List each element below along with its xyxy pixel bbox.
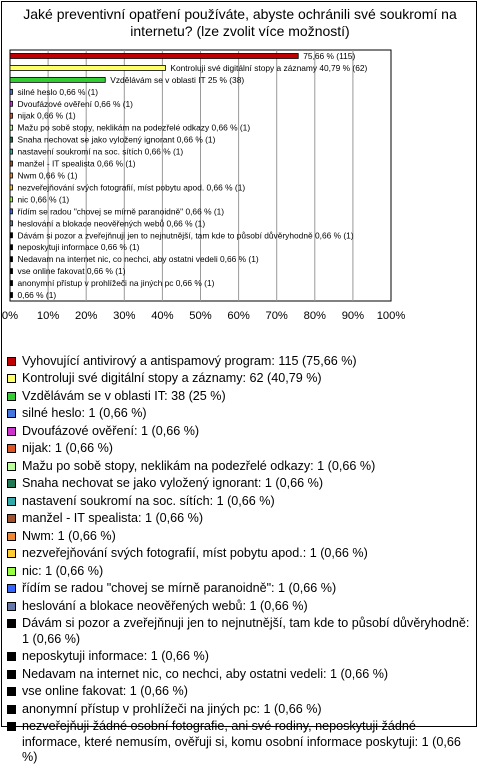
bar [10, 65, 165, 70]
legend-label: nezveřejňování svých fotografií, míst pobytu apod.: 1 (0,66 %) [22, 546, 368, 561]
bar-value-label: manžel - IT spealista 0,66 % (1) [17, 158, 136, 169]
x-tick-label: 50% [189, 310, 212, 322]
bar-value-label: Mažu po sobě stopy, neklikám na podezřelé odkazy 0,66 % (1) [17, 122, 251, 133]
legend-item [6, 511, 474, 527]
legend-swatch [7, 705, 16, 714]
bar [10, 245, 13, 250]
x-tick-label: 10% [36, 310, 60, 322]
bar-value-label: heslování a blokace neověřených webů 0,66 % (1) [17, 218, 206, 229]
bar [10, 209, 13, 214]
bar [10, 149, 13, 154]
legend-swatch [7, 409, 16, 418]
bar [10, 89, 13, 94]
bar-value-label: Vzdělávám se v oblasti IT 25 % (38) [110, 74, 245, 85]
legend-label: Dávám si pozor a zveřejňnuji jen to nejnutnější, tam kde to působí důvěryhodně: 1 (0,66 %) [22, 616, 470, 646]
x-tick-label: 100% [376, 310, 406, 322]
legend-swatch [7, 514, 16, 523]
x-tick-label: 40% [151, 310, 174, 322]
bar [10, 197, 13, 202]
legend-label: vse online fakovat: 1 (0,66 %) [22, 684, 188, 699]
legend-swatch [7, 462, 16, 471]
bar [10, 293, 13, 298]
bar-value-label: nic 0,66 % (1) [17, 194, 70, 205]
legend-item [6, 719, 474, 766]
x-tick-label: 90% [341, 310, 365, 322]
bar-value-label: nezveřejňování svých fotografií, míst pobytu apod. 0,66 % (1) [17, 182, 246, 193]
legend-label: Vyhovující antivirový a antispamový program: 115 (75,66 %) [22, 354, 357, 368]
bar-value-label: řídím se radou "chovej se mírně paranoidně" 0,66 % (1) [17, 206, 225, 217]
legend-label: Nwm: 1 (0,66 %) [22, 528, 116, 543]
chart-title: Jaké preventivní opatření používáte, abyste ochránili své soukromí na internetu? (lze zvolit více možností) [23, 6, 457, 39]
legend-swatch [7, 602, 16, 611]
legend-swatch [7, 670, 16, 679]
bar-value-label: Kontroluji své digitální stopy a záznamy 40,79 % (62) [170, 62, 368, 73]
legend-item [6, 459, 474, 475]
bar [10, 101, 13, 106]
legend-item [6, 424, 474, 440]
legend-swatch [7, 374, 16, 383]
bar-plot [0, 0, 480, 352]
legend-label: heslování a blokace neověřených webů: 1 (0,66 %) [22, 598, 308, 613]
legend-label: Snaha nechovat se jako vyložený ignorant: 1 (0,66 %) [22, 476, 324, 491]
legend-item [6, 406, 474, 422]
legend-item [6, 371, 474, 387]
legend-item [6, 702, 474, 718]
chart-legend [6, 354, 474, 768]
legend-item [6, 649, 474, 665]
x-tick-label: 0% [1, 310, 19, 322]
bar [10, 77, 105, 82]
legend-label: nic: 1 (0,66 %) [22, 563, 104, 578]
legend-item [6, 354, 474, 370]
bar-value-label: nastavení soukromí na soc. sítích 0,66 % (1) [17, 146, 184, 157]
legend-label: neposkytuji informace: 1 (0,66 %) [22, 649, 209, 664]
legend-swatch [7, 444, 16, 453]
legend-item [6, 564, 474, 580]
legend-swatch [7, 567, 16, 576]
legend-swatch [7, 392, 16, 401]
bar [10, 185, 13, 190]
bar-value-label: nijak 0,66 % (1) [17, 110, 76, 121]
legend-label: silné heslo: 1 (0,66 %) [22, 406, 147, 421]
bar [10, 125, 13, 130]
legend-item [6, 667, 474, 683]
legend-swatch [7, 687, 16, 696]
bar-value-label: Dávám si pozor a zveřejňnuji jen to nejnutnější, tam kde to působí důvěryhodně 0,66 % (1) [17, 230, 354, 241]
bar [10, 173, 13, 178]
legend-item [6, 494, 474, 510]
legend-item [6, 581, 474, 597]
bar-value-label: Nwm 0,66 % (1) [17, 170, 78, 181]
legend-item [6, 546, 474, 562]
bar-value-label: neposkytuji informace 0,66 % (1) [17, 242, 140, 253]
bar-value-label: vse online fakovat 0,66 % (1) [17, 266, 126, 277]
legend-item [6, 389, 474, 405]
legend-item [6, 476, 474, 492]
bar-value-label: anonymní přístup v prohlížeči na jiných pc 0,66 % (1) [17, 278, 215, 289]
bar [10, 221, 13, 226]
bar-value-label: Snaha nechovat se jako vyložený ignorant 0,66 % (1) [17, 134, 216, 145]
legend-swatch [7, 497, 16, 506]
x-tick-label: 70% [265, 310, 288, 322]
legend-swatch [7, 652, 16, 661]
bar [10, 161, 13, 166]
legend-item [6, 684, 474, 700]
bar [10, 137, 13, 142]
bar-value-label: Dvoufázové ověření 0,66 % (1) [17, 98, 133, 109]
legend-label: manžel - IT spealista: 1 (0,66 %) [22, 511, 204, 526]
bar-value-label: Nedavam na internet nic, co nechci, aby ostatni vedeli 0,66 % (1) [17, 254, 259, 265]
bar-value-label: 75,66 % (115) [303, 50, 356, 61]
legend-label: Vzdělávám se v oblasti IT: 38 (25 %) [22, 388, 226, 403]
legend-swatch [7, 427, 16, 436]
legend-label: nezveřejňuji žádné osobní fotografie, ani své rodiny, neposkytuji žádné informace, které nemusím, ověřuji si, komu osobní informace poskytuji: 1 (0,66 %) [22, 719, 461, 765]
legend-label: nijak: 1 (0,66 %) [22, 441, 113, 456]
x-tick-label: 20% [74, 310, 98, 322]
legend-swatch [7, 549, 16, 558]
legend-label: nastavení soukromí na soc. sítích: 1 (0,66 %) [22, 493, 275, 508]
bar [10, 53, 298, 58]
x-tick-label: 80% [303, 310, 327, 322]
legend-swatch [7, 532, 16, 541]
bar [10, 233, 13, 238]
legend-label: Kontroluji své digitální stopy a záznamy: 62 (40,79 %) [22, 371, 322, 386]
bar [10, 269, 13, 274]
legend-swatch [7, 479, 16, 488]
legend-item [6, 599, 474, 615]
bar [10, 281, 13, 286]
legend-label: anonymní přístup v prohlížeči na jiných pc: 1 (0,66 %) [22, 701, 322, 716]
legend-swatch [7, 619, 16, 628]
bar-value-label: silné heslo 0,66 % (1) [17, 86, 99, 97]
legend-swatch [7, 357, 16, 366]
legend-swatch [7, 584, 16, 593]
legend-item [6, 441, 474, 457]
legend-item [6, 529, 474, 545]
legend-label: Mažu po sobě stopy, neklikám na podezřelé odkazy: 1 (0,66 %) [22, 458, 376, 473]
bar-value-label: 0,66 % (1) [17, 290, 57, 301]
bar [10, 113, 13, 118]
legend-label: Dvoufázové ověření: 1 (0,66 %) [22, 423, 200, 438]
x-tick-label: 30% [113, 310, 136, 322]
x-tick-label: 60% [227, 310, 250, 322]
legend-label: Nedavam na internet nic, co nechci, aby ostatni vedeli: 1 (0,66 %) [22, 666, 389, 681]
legend-item [6, 616, 474, 647]
bar [10, 257, 13, 262]
legend-label: řídím se radou "chovej se mírně paranoidně": 1 (0,66 %) [22, 581, 337, 596]
